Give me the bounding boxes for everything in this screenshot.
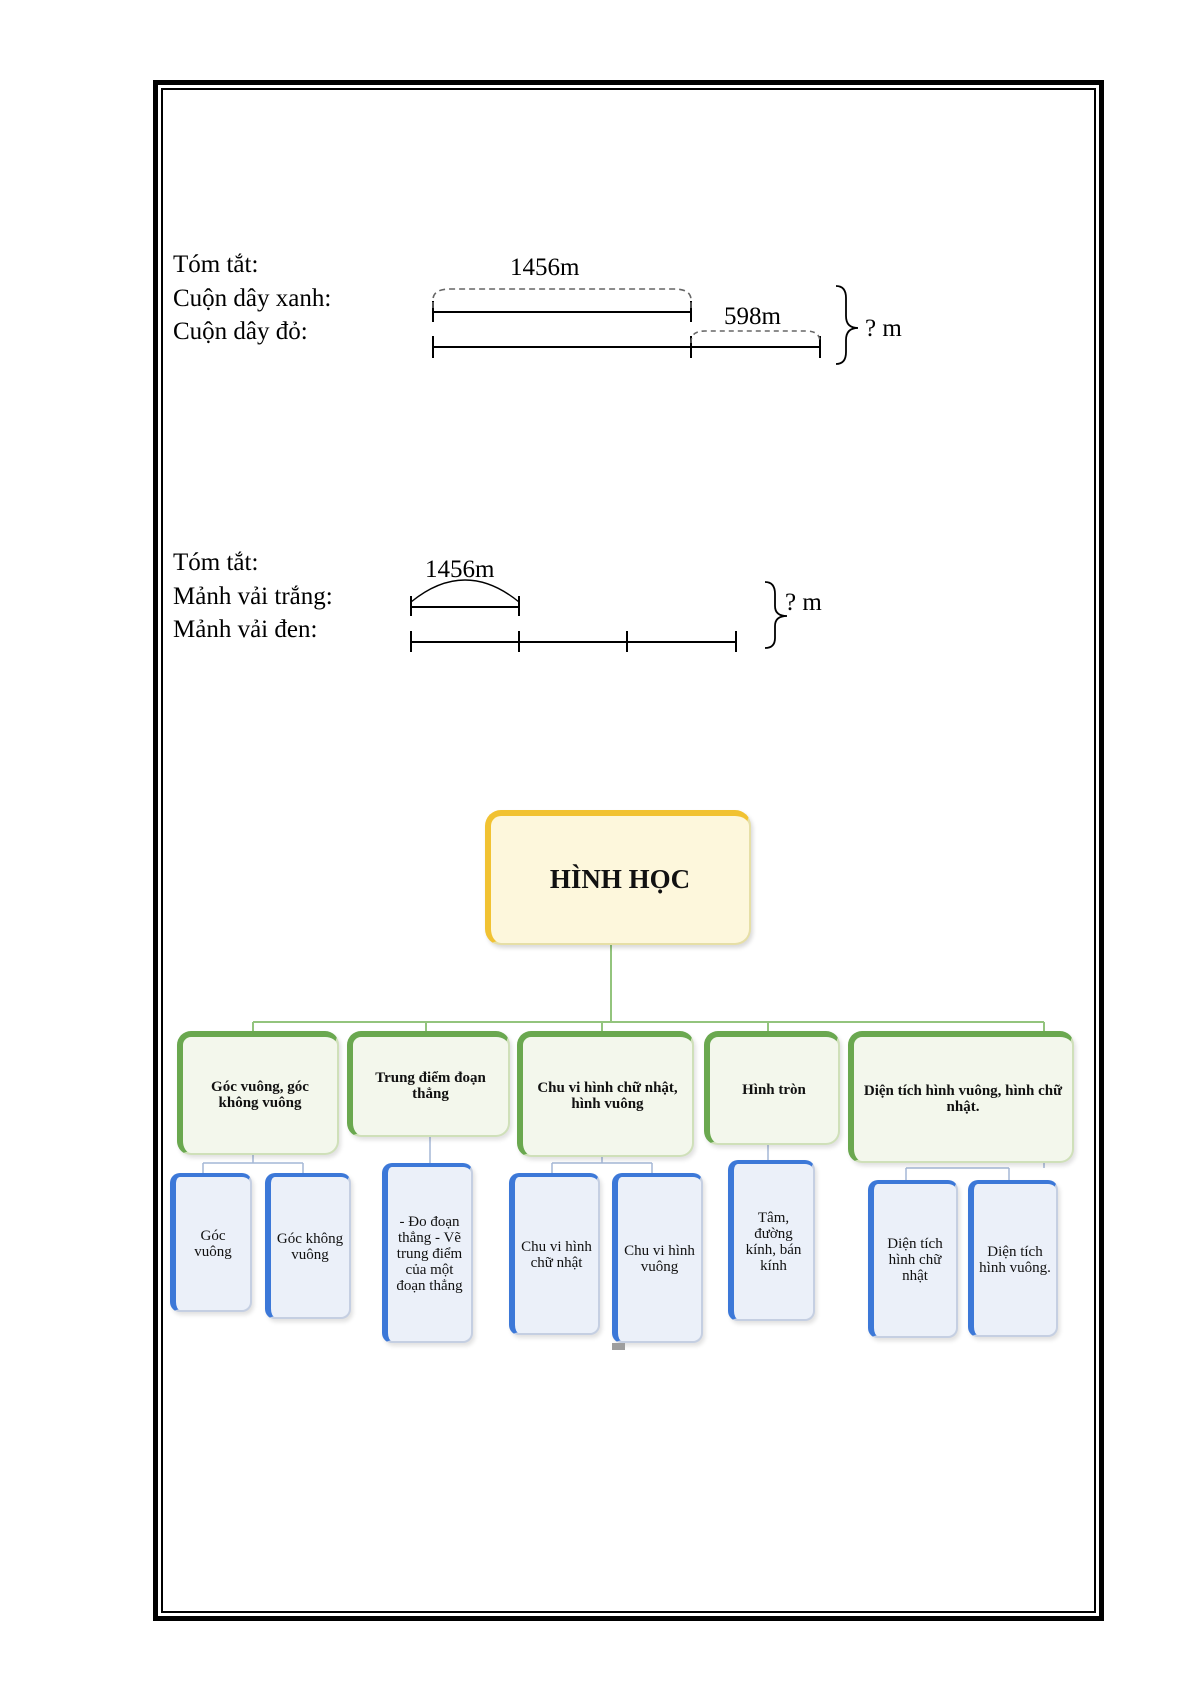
category-midpoint — [347, 1031, 510, 1137]
summary2-heading: Tóm tắt: — [173, 549, 259, 576]
leaf-square-area-text: Diện tích hình vuông. — [979, 1243, 1051, 1276]
leaf-square-perimeter-text: Chu vi hình vuông — [624, 1243, 695, 1275]
summary2-total: ? m — [785, 589, 822, 616]
leaf-rect-area-text: Diện tích hình chữ nhật — [887, 1236, 943, 1284]
category-perimeter — [517, 1031, 694, 1157]
summary1-extra-length: 598m — [724, 303, 781, 330]
leaf-rect-perimeter-text: Chu vi hình chữ nhật — [521, 1239, 592, 1271]
category-midpoint-title: Trung điểm đoạn thẳng — [375, 1070, 486, 1102]
summary1-row1-length: 1456m — [510, 254, 580, 281]
summary1-row2-label: Cuộn dây đỏ: — [173, 318, 308, 345]
category-right-angles — [177, 1031, 339, 1155]
resize-handle — [612, 1343, 625, 1350]
category-circle-title: Hình tròn — [742, 1082, 806, 1098]
leaf-right-angle-text: Góc vuông — [194, 1227, 232, 1260]
leaf-square-perimeter — [612, 1173, 703, 1343]
leaf-rect-area — [868, 1180, 958, 1338]
summary1-row1-label: Cuộn dây xanh: — [173, 285, 332, 312]
summary1-total: ? m — [865, 315, 902, 342]
category-perimeter-title: Chu vi hình chữ nhật, hình vuông — [537, 1080, 678, 1112]
category-area — [848, 1031, 1074, 1163]
summary2-row1-length: 1456m — [425, 556, 495, 583]
leaf-non-right-angle-text: Góc không vuông — [276, 1231, 344, 1263]
leaf-square-area — [968, 1180, 1058, 1337]
leaf-midpoint — [382, 1163, 473, 1343]
category-area-title: Diện tích hình vuông, hình chữ nhật. — [863, 1083, 1063, 1115]
summary2-row2-label: Mảnh vải đen: — [173, 616, 318, 643]
category-circle — [704, 1031, 840, 1145]
leaf-right-angle — [170, 1173, 252, 1312]
summary2-row1-label: Mảnh vải trắng: — [173, 583, 333, 610]
leaf-non-right-angle — [265, 1173, 351, 1319]
mindmap-root: HÌNH HỌC — [485, 810, 751, 945]
leaf-circle-parts — [728, 1160, 815, 1321]
leaf-midpoint-text: - Đo đoạn thẳng - Vẽ trung điểm của một đoạn thẳng — [396, 1214, 463, 1294]
category-right-angles-title: Góc vuông, góc không vuông — [211, 1079, 309, 1111]
summary1-heading: Tóm tắt: — [173, 251, 259, 278]
leaf-circle-parts-text: Tâm, đường kính, bán kính — [745, 1209, 802, 1274]
leaf-rect-perimeter — [509, 1173, 600, 1335]
